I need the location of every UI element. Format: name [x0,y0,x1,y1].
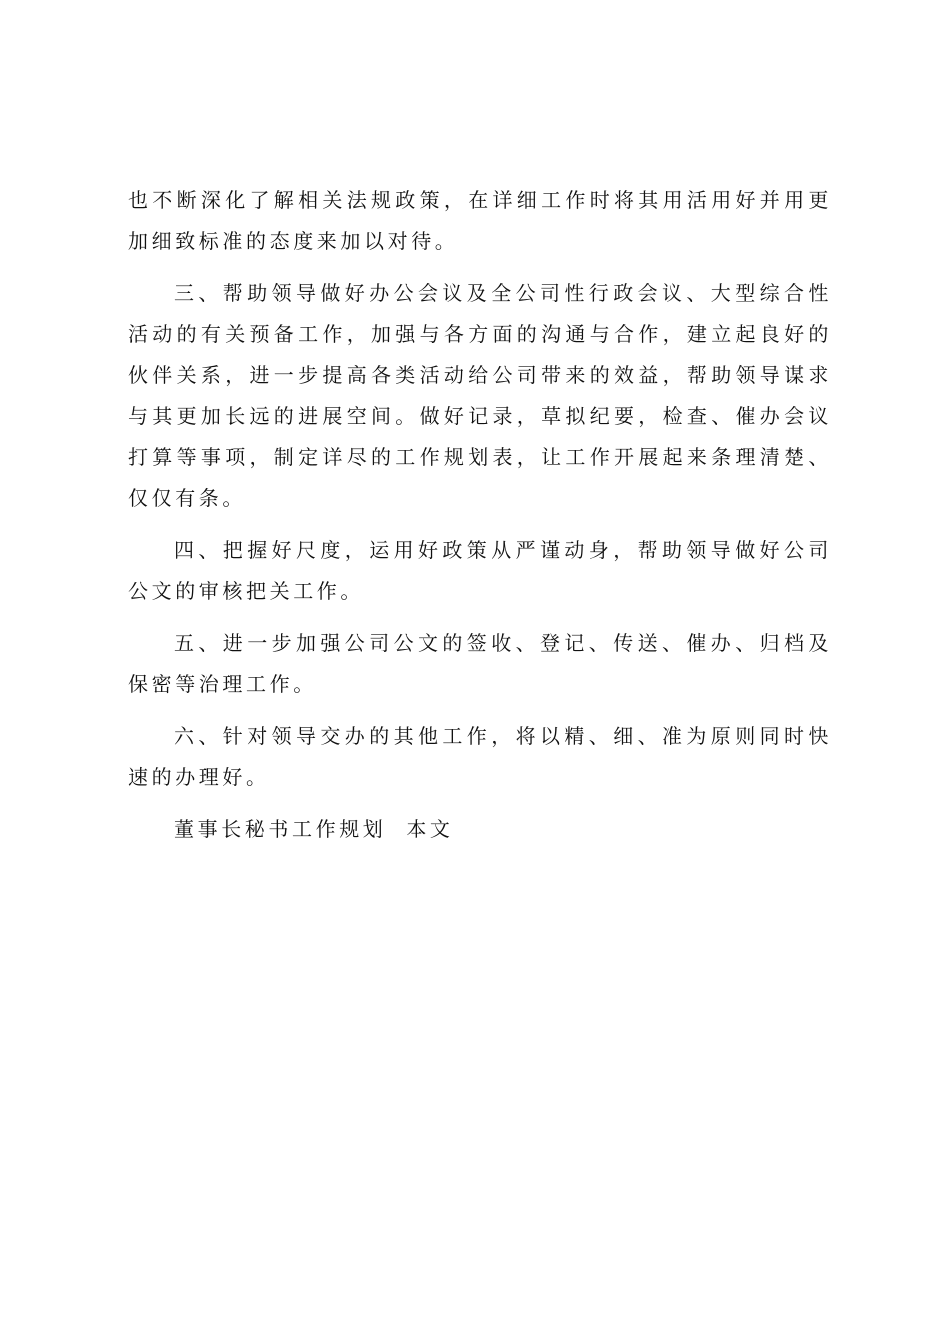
paragraph-continuation: 也不断深化了解相关法规政策，在详细工作时将其用活用好并用更加细致标准的态度来加以对待。 [128,188,832,253]
paragraph-item-six: 六、针对领导交办的其他工作，将以精、细、准为原则同时快速的办理好。 [128,724,832,789]
document-footer-title: 董事长秘书工作规划 本文 [174,817,454,841]
paragraph-item-three: 三、帮助领导做好办公会议及全公司性行政会议、大型综合性活动的有关预备工作，加强与各方面的沟通与合作，建立起良好的伙伴关系，进一步提高各类活动给公司带来的效益，帮助领导谋求与其更加长远的进展空间。做好记录，草拟纪要，检查、催办会议打算等事项，制定详尽的工作规划表，让工作开展起来条理清楚、仅仅有条。 [128,281,832,510]
paragraph-item-five: 五、进一步加强公司公文的签收、登记、传送、催办、归档及保密等治理工作。 [128,631,832,696]
paragraph-item-four: 四、把握好尺度，运用好政策从严谨动身，帮助领导做好公司公文的审核把关工作。 [128,538,832,603]
document-body [128,188,832,850]
